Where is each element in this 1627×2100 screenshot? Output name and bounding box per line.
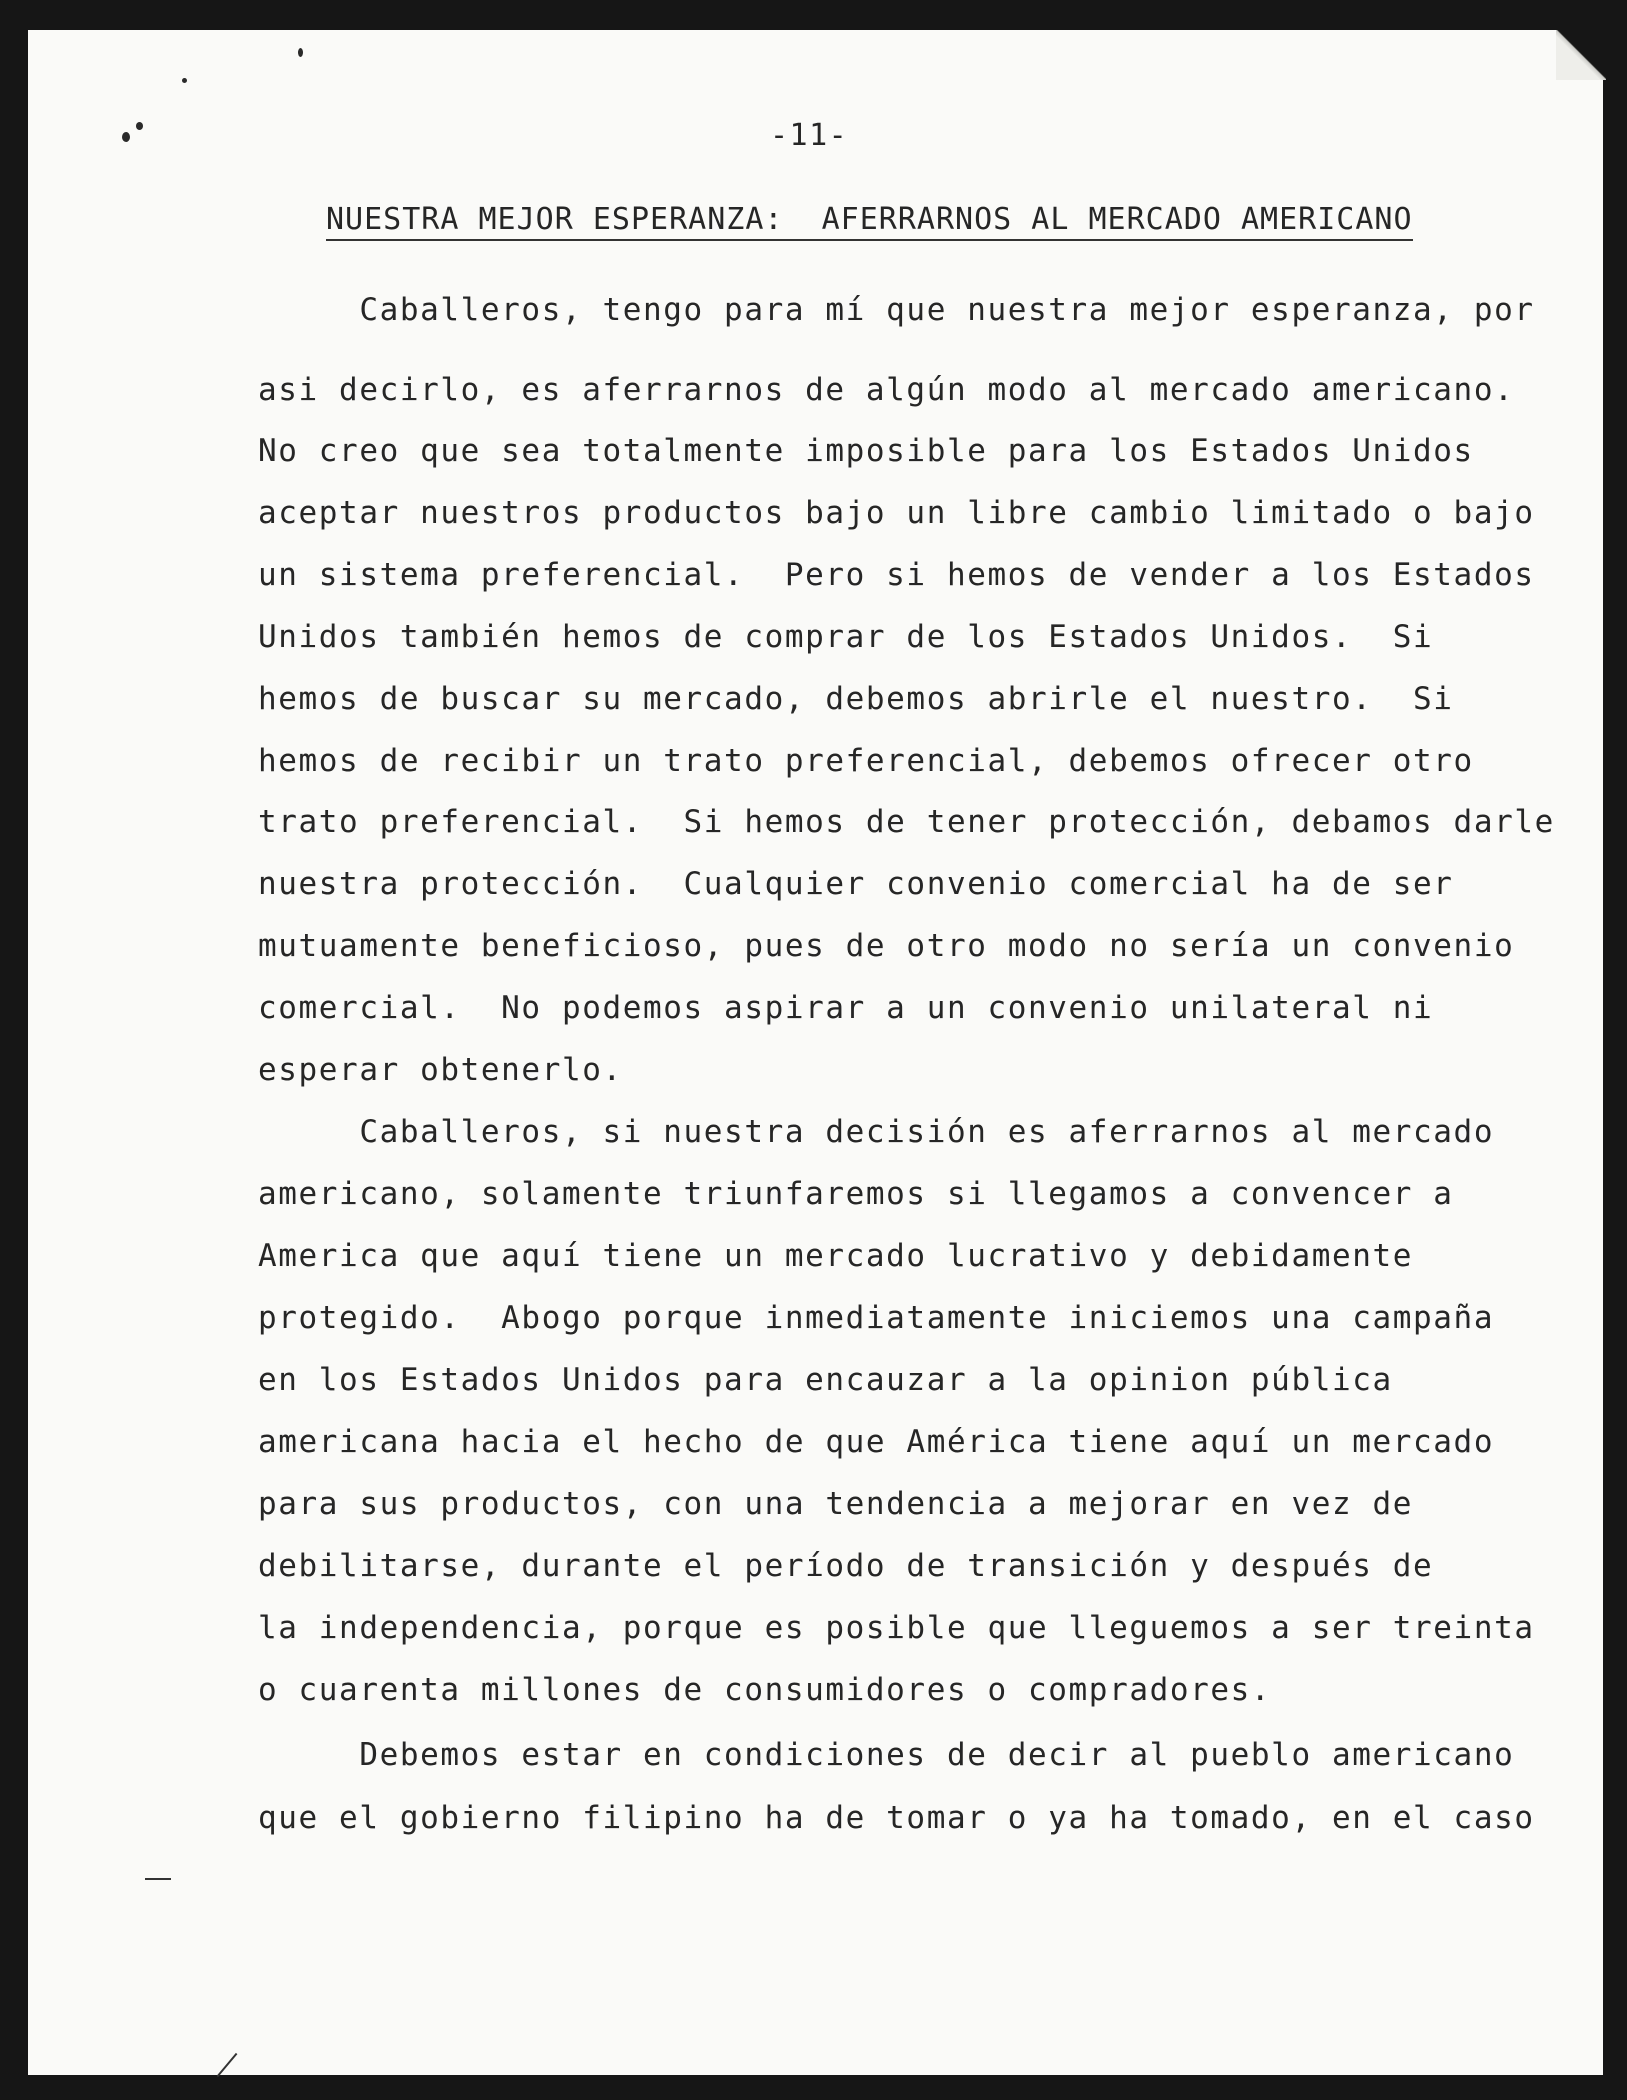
text-line: aceptar nuestros productos bajo un libre cambio limitado o bajo bbox=[258, 495, 1535, 531]
text-line: para sus productos, con una tendencia a mejorar en vez de bbox=[258, 1486, 1414, 1522]
text-line: trato preferencial. Si hemos de tener protección, debamos darle bbox=[258, 804, 1555, 840]
text-line: hemos de buscar su mercado, debemos abrirle el nuestro. Si bbox=[258, 681, 1454, 717]
text-line: America que aquí tiene un mercado lucrativo y debidamente bbox=[258, 1238, 1414, 1274]
text-line: esperar obtenerlo. bbox=[258, 1052, 623, 1088]
text-line: hemos de recibir un trato preferencial, debemos ofrecer otro bbox=[258, 743, 1474, 779]
folded-corner bbox=[1556, 30, 1606, 80]
text-line: americano, solamente triunfaremos si llegamos a convencer a bbox=[258, 1176, 1454, 1212]
text-line: Debemos estar en condiciones de decir al pueblo americano bbox=[258, 1737, 1515, 1773]
ink-speck bbox=[122, 132, 130, 142]
text-line: en los Estados Unidos para encauzar a la opinion pública bbox=[258, 1362, 1393, 1398]
text-line: o cuarenta millones de consumidores o compradores. bbox=[258, 1672, 1272, 1708]
text-line: debilitarse, durante el período de transición y después de bbox=[258, 1548, 1434, 1584]
text-line: que el gobierno filipino ha de tomar o ya ha tomado, en el caso bbox=[258, 1800, 1535, 1836]
stray-mark bbox=[145, 1878, 171, 1880]
ink-speck bbox=[136, 122, 143, 130]
text-line: No creo que sea totalmente imposible para los Estados Unidos bbox=[258, 433, 1474, 469]
text-line: Unidos también hemos de comprar de los Estados Unidos. Si bbox=[258, 619, 1434, 655]
text-line: Caballeros, si nuestra decisión es aferrarnos al mercado bbox=[258, 1114, 1495, 1150]
text-line: Caballeros, tengo para mí que nuestra mejor esperanza, por bbox=[258, 292, 1535, 328]
page-number: -11- bbox=[770, 118, 849, 153]
text-line: la independencia, porque es posible que lleguemos a ser treinta bbox=[258, 1610, 1535, 1646]
section-heading: NUESTRA MEJOR ESPERANZA: AFERRARNOS AL MERCADO AMERICANO bbox=[326, 202, 1413, 241]
text-line: mutuamente beneficioso, pues de otro modo no sería un convenio bbox=[258, 928, 1515, 964]
text-line: asi decirlo, es aferrarnos de algún modo al mercado americano. bbox=[258, 372, 1515, 408]
ink-speck bbox=[182, 78, 187, 83]
text-line: protegido. Abogo porque inmediatamente iniciemos una campaña bbox=[258, 1300, 1495, 1336]
text-line: nuestra protección. Cualquier convenio comercial ha de ser bbox=[258, 866, 1454, 902]
text-line: comercial. No podemos aspirar a un convenio unilateral ni bbox=[258, 990, 1434, 1026]
ink-speck bbox=[298, 48, 303, 57]
text-line: americana hacia el hecho de que América tiene aquí un mercado bbox=[258, 1424, 1495, 1460]
text-line: un sistema preferencial. Pero si hemos de vender a los Estados bbox=[258, 557, 1535, 593]
